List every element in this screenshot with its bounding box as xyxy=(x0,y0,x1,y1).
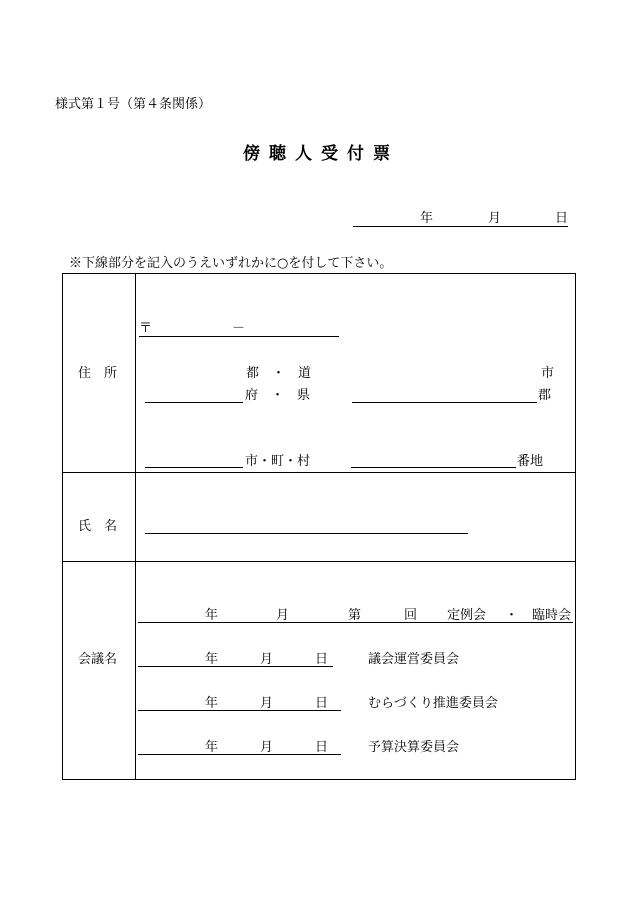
row-divider-2 xyxy=(62,561,576,562)
city-label[interactable]: 市 xyxy=(541,366,555,381)
committee-option-steering[interactable]: 議会運営委員会 xyxy=(368,652,460,667)
row1-separator: ・ xyxy=(505,608,519,623)
row4-day: 日 xyxy=(315,740,329,755)
row2-day: 日 xyxy=(315,652,329,667)
form-number: 様式第１号（第４条関係） xyxy=(55,97,212,112)
page-title: 傍聴人受付票 xyxy=(243,144,399,164)
extra-session-option[interactable]: 臨時会 xyxy=(532,608,572,623)
block-field[interactable] xyxy=(351,467,516,468)
date-underline[interactable] xyxy=(353,226,568,227)
row3-year: 年 xyxy=(205,696,219,711)
date-year-label: 年 xyxy=(420,211,434,226)
name-field[interactable] xyxy=(145,533,468,534)
postal-dash: － xyxy=(232,321,246,336)
row1-month: 月 xyxy=(276,608,290,623)
meeting-row2-underline[interactable] xyxy=(138,666,333,667)
committee-option-budget[interactable]: 予算決算委員会 xyxy=(368,740,460,755)
row-divider-1 xyxy=(62,472,576,473)
column-divider xyxy=(135,273,136,780)
row4-year: 年 xyxy=(205,740,219,755)
meeting-row3-underline[interactable] xyxy=(138,710,341,711)
city-county-field[interactable] xyxy=(352,402,537,403)
prefecture-options-2[interactable]: 府 ・ 県 xyxy=(245,388,311,403)
row3-day: 日 xyxy=(315,696,329,711)
row3-month: 月 xyxy=(260,696,274,711)
date-month-label: 月 xyxy=(488,211,502,226)
county-label[interactable]: 郡 xyxy=(538,388,552,403)
date-day-label: 日 xyxy=(555,211,569,226)
row4-month: 月 xyxy=(260,740,274,755)
row2-month: 月 xyxy=(260,652,274,667)
postal-code-field[interactable] xyxy=(139,336,339,337)
row1-year: 年 xyxy=(205,608,219,623)
committee-option-village[interactable]: むらづくり推進委員会 xyxy=(368,696,498,711)
instruction-text: ※下線部分を記入のうえいずれかに○を付して下さい。 xyxy=(69,256,393,271)
meeting-label: 会議名 xyxy=(78,652,118,667)
address-label: 住 所 xyxy=(78,366,118,381)
row1-dai: 第 xyxy=(348,608,362,623)
postal-mark: 〒 xyxy=(139,321,153,336)
row2-year: 年 xyxy=(205,652,219,667)
row1-kai: 回 xyxy=(404,608,418,623)
block-label: 番地 xyxy=(517,454,544,469)
prefecture-options-1[interactable]: 都 ・ 道 xyxy=(246,366,312,381)
name-label: 氏 名 xyxy=(78,519,118,534)
regular-session-option[interactable]: 定例会 xyxy=(447,608,487,623)
meeting-row4-underline[interactable] xyxy=(138,754,341,755)
municipality-options[interactable]: 市・町・村 xyxy=(245,454,311,469)
prefecture-field[interactable] xyxy=(145,402,243,403)
municipality-field[interactable] xyxy=(145,467,243,468)
